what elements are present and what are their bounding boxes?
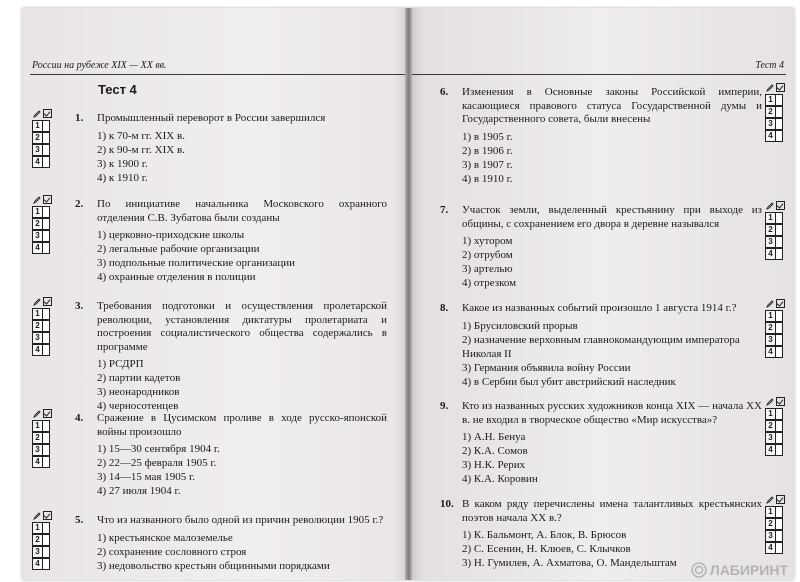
question-text: Что из названного было одной из причин революции 1905 г.? xyxy=(97,514,384,526)
checkbox-icon xyxy=(776,299,785,308)
answer-box xyxy=(765,298,785,358)
answer-option: 3) 14—15 мая 1905 г. xyxy=(97,471,196,483)
publisher-watermark xyxy=(691,562,788,578)
answer-option: 2) отрубом xyxy=(462,249,513,261)
answer-mark-box[interactable] xyxy=(43,132,50,144)
answer-mark-box[interactable] xyxy=(43,332,50,344)
answer-option: 3) Н.К. Рерих xyxy=(462,459,526,471)
answer-box xyxy=(765,396,785,456)
answer-cell[interactable] xyxy=(765,248,785,260)
answer-mark-box[interactable] xyxy=(43,308,50,320)
answer-mark-box[interactable] xyxy=(43,344,50,356)
answer-cell-number: 2 xyxy=(32,132,43,144)
answer-cell-number: 3 xyxy=(32,230,43,242)
answer-box-header xyxy=(32,510,52,521)
answer-cell[interactable] xyxy=(765,518,785,530)
answer-cell-number: 3 xyxy=(765,530,776,542)
answer-option: 3) Германия объявила войну России xyxy=(462,361,631,374)
answer-mark-box[interactable] xyxy=(43,546,50,558)
answer-option: 2) назначение верховным главнокомандующим императора Николая II xyxy=(462,333,740,360)
answer-mark-box[interactable] xyxy=(776,94,783,106)
answer-mark-box[interactable] xyxy=(776,212,783,224)
answer-option: 1) РСДРП xyxy=(97,358,144,370)
answer-option: 2) 22—25 февраля 1905 г. xyxy=(97,457,217,469)
answer-cell[interactable] xyxy=(32,546,52,558)
answer-cell-number: 4 xyxy=(32,242,43,254)
answer-mark-box[interactable] xyxy=(43,320,50,332)
answer-cell[interactable] xyxy=(765,106,785,118)
answer-cell-number: 4 xyxy=(32,156,43,168)
answer-option: 1) Брусиловский прорыв xyxy=(462,319,578,332)
answer-cell[interactable] xyxy=(765,224,785,236)
answer-box-header xyxy=(765,82,785,93)
answer-mark-box[interactable] xyxy=(43,230,50,242)
answer-cell-number: 2 xyxy=(765,106,776,118)
answer-cell[interactable] xyxy=(32,206,52,218)
answer-cell-number: 2 xyxy=(32,218,43,230)
answer-option: 4) 27 июля 1904 г. xyxy=(97,485,181,497)
answer-mark-box[interactable] xyxy=(776,346,783,358)
question-text: Какое из названных событий произошло 1 августа 1914 г.? xyxy=(462,302,737,314)
answer-option: 2) С. Есенин, Н. Клюев, С. Клычков xyxy=(462,543,631,555)
answer-cell-number: 1 xyxy=(765,506,776,518)
answer-cell-number: 1 xyxy=(765,212,776,224)
checkbox-icon xyxy=(776,397,785,406)
answer-cell[interactable] xyxy=(32,144,52,156)
answer-box-header xyxy=(765,396,785,407)
answer-mark-box[interactable] xyxy=(776,518,783,530)
answer-box xyxy=(32,296,52,356)
header-rule xyxy=(30,74,405,75)
answer-option: 4) к 1910 г. xyxy=(97,171,148,184)
answer-mark-box[interactable] xyxy=(776,130,783,142)
answer-cell[interactable] xyxy=(765,506,785,518)
answer-cell[interactable] xyxy=(765,236,785,248)
answer-option: 3) артелью xyxy=(462,263,513,275)
checkbox-icon xyxy=(43,195,52,204)
pencil-icon xyxy=(33,110,41,118)
answer-cell[interactable] xyxy=(32,218,52,230)
right-page xyxy=(412,8,794,580)
answer-option: 3) подпольные политические организации xyxy=(97,257,296,269)
answer-box xyxy=(765,200,785,260)
question-number: 9. xyxy=(440,400,449,412)
answer-option: 1) А.Н. Бенуа xyxy=(462,431,526,443)
answer-box-header xyxy=(32,296,52,307)
question-number: 4. xyxy=(75,412,84,424)
answer-cell-number: 3 xyxy=(765,432,776,444)
answer-option: 1) хутором xyxy=(462,235,513,247)
left-page xyxy=(22,8,405,580)
answer-option: 1) крестьянское малоземелье xyxy=(97,531,233,544)
answer-option: 3) в 1907 г. xyxy=(462,158,513,171)
question-number: 1. xyxy=(75,112,84,124)
answer-cell[interactable] xyxy=(765,212,785,224)
answer-mark-box[interactable] xyxy=(776,530,783,542)
pencil-icon xyxy=(33,512,41,520)
question-text: Сражение в Цусимском проливе в ходе русско-японской войны произошло xyxy=(97,412,387,438)
pencil-icon xyxy=(766,300,774,308)
checkbox-icon xyxy=(43,409,52,418)
answer-cell[interactable] xyxy=(765,444,785,456)
answer-mark-box[interactable] xyxy=(776,420,783,432)
checkbox-icon xyxy=(776,201,785,210)
answer-box xyxy=(32,194,52,254)
answer-cell-number: 4 xyxy=(765,542,776,554)
answer-cell[interactable] xyxy=(32,456,52,468)
checkbox-icon xyxy=(43,511,52,520)
pencil-icon xyxy=(766,496,774,504)
answer-cell-number: 4 xyxy=(765,130,776,142)
answer-cell-number: 1 xyxy=(32,206,43,218)
answer-box xyxy=(765,82,785,142)
answer-option: 1) к 70-м гг. XIX в. xyxy=(97,129,185,142)
answer-mark-box[interactable] xyxy=(43,218,50,230)
question-text: В каком ряду перечислены имена талантливых крестьянских поэтов начала XX в.? xyxy=(462,498,762,524)
answer-cell[interactable] xyxy=(32,432,52,444)
answer-cell-number: 1 xyxy=(765,408,776,420)
answer-option: 4) черносотенцев xyxy=(97,400,179,412)
question-text: Требования подготовки и осуществления пролетарской революции, установления диктатуры пролетариата и построения социалистического общества содержались в программе xyxy=(97,300,387,353)
answer-option: 3) к 1900 г. xyxy=(97,157,148,170)
answer-cell-number: 2 xyxy=(32,320,43,332)
answer-cell[interactable] xyxy=(32,242,52,254)
answer-cell[interactable] xyxy=(32,120,52,132)
answer-mark-box[interactable] xyxy=(776,236,783,248)
answer-box-header xyxy=(32,194,52,205)
answer-cell[interactable] xyxy=(32,156,52,168)
answer-mark-box[interactable] xyxy=(776,322,783,334)
book-spread xyxy=(22,8,794,580)
answer-box-header xyxy=(32,408,52,419)
answer-mark-box[interactable] xyxy=(43,242,50,254)
answer-cell[interactable] xyxy=(765,530,785,542)
answer-cell[interactable] xyxy=(32,444,52,456)
answer-box xyxy=(32,108,52,168)
answer-cell[interactable] xyxy=(32,230,52,242)
answer-cell[interactable] xyxy=(765,130,785,142)
answer-mark-box[interactable] xyxy=(43,432,50,444)
answer-cell[interactable] xyxy=(765,118,785,130)
answer-option: 2) К.А. Сомов xyxy=(462,445,528,457)
labyrinth-logo-icon xyxy=(691,562,707,578)
answer-cell[interactable] xyxy=(32,420,52,432)
answer-mark-box[interactable] xyxy=(776,432,783,444)
answer-option: 2) партии кадетов xyxy=(97,372,181,384)
answer-cell-number: 3 xyxy=(765,236,776,248)
answer-cell-number: 2 xyxy=(765,322,776,334)
answer-option: 2) легальные рабочие организации xyxy=(97,243,260,255)
answer-option: 4) в Сербии был убит австрийский наследник xyxy=(462,375,676,388)
answer-mark-box[interactable] xyxy=(776,106,783,118)
answer-cell[interactable] xyxy=(32,132,52,144)
question-number: 2. xyxy=(75,198,84,210)
answer-mark-box[interactable] xyxy=(776,408,783,420)
answer-option: 2) сохранение сословного строя xyxy=(97,545,247,558)
answer-cell-number: 3 xyxy=(765,118,776,130)
answer-cell-number: 2 xyxy=(765,420,776,432)
answer-option: 4) в 1910 г. xyxy=(462,172,513,185)
question-number: 7. xyxy=(440,204,449,216)
answer-mark-box[interactable] xyxy=(43,206,50,218)
checkbox-icon xyxy=(776,495,785,504)
answer-cell-number: 2 xyxy=(765,224,776,236)
answer-option: 3) Н. Гумилев, А. Ахматова, О. Мандельштам xyxy=(462,557,677,569)
pencil-icon xyxy=(33,196,41,204)
answer-cell-number: 4 xyxy=(765,346,776,358)
answer-cell-number: 4 xyxy=(32,558,43,570)
answer-cell[interactable] xyxy=(765,94,785,106)
answer-cell-number: 2 xyxy=(32,432,43,444)
answer-cell-number: 1 xyxy=(765,94,776,106)
answer-mark-box[interactable] xyxy=(776,334,783,346)
answer-cell[interactable] xyxy=(32,320,52,332)
answer-mark-box[interactable] xyxy=(43,456,50,468)
answer-option: 2) к 90-м гг. XIX в. xyxy=(97,143,185,156)
answer-cell-number: 1 xyxy=(32,120,43,132)
question-number: 6. xyxy=(440,86,449,98)
answer-cell-number: 4 xyxy=(765,444,776,456)
header-rule xyxy=(412,74,786,75)
question-text: Участок земли, выделенный крестьянину при выходе из общины, с сохранением его двора в деревне назывался xyxy=(462,204,762,230)
answer-mark-box[interactable] xyxy=(776,310,783,322)
answer-cell[interactable] xyxy=(765,322,785,334)
answer-cell-number: 2 xyxy=(765,518,776,530)
answer-cell[interactable] xyxy=(32,534,52,546)
answer-mark-box[interactable] xyxy=(43,144,50,156)
answer-cell-number: 1 xyxy=(32,308,43,320)
answer-mark-box[interactable] xyxy=(43,534,50,546)
answer-mark-box[interactable] xyxy=(776,506,783,518)
answer-cell-number: 4 xyxy=(765,248,776,260)
answer-cell-number: 3 xyxy=(765,334,776,346)
answer-option: 4) охранные отделения в полиции xyxy=(97,271,256,283)
answer-cell[interactable] xyxy=(32,332,52,344)
question-text: По инициативе начальника Московского охранного отделения С.В. Зубатова были созданы xyxy=(97,198,387,224)
answer-box xyxy=(765,494,785,554)
running-head: России на рубеже XIX — XX вв. xyxy=(32,60,167,71)
answer-option: 3) недовольство крестьян общинными порядками xyxy=(97,559,330,572)
book-gutter xyxy=(405,8,412,580)
answer-cell[interactable] xyxy=(32,522,52,534)
checkbox-icon xyxy=(43,109,52,118)
answer-cell[interactable] xyxy=(765,432,785,444)
answer-cell-number: 3 xyxy=(32,546,43,558)
answer-mark-box[interactable] xyxy=(776,118,783,130)
answer-option: 1) К. Бальмонт, А. Блок, В. Брюсов xyxy=(462,529,627,541)
answer-cell-number: 3 xyxy=(32,144,43,156)
question-number: 3. xyxy=(75,300,84,312)
checkbox-icon xyxy=(776,83,785,92)
answer-mark-box[interactable] xyxy=(43,444,50,456)
answer-option: 2) в 1906 г. xyxy=(462,144,513,157)
answer-mark-box[interactable] xyxy=(776,542,783,554)
pencil-icon xyxy=(766,398,774,406)
answer-mark-box[interactable] xyxy=(43,156,50,168)
answer-cell[interactable] xyxy=(32,344,52,356)
answer-cell-number: 4 xyxy=(32,344,43,356)
answer-option: 4) отрезком xyxy=(462,277,517,289)
answer-mark-box[interactable] xyxy=(43,420,50,432)
question-text: Кто из названных русских художников конца XIX — начала XX в. не входил в творческое общество «Мир искусства»? xyxy=(462,400,762,426)
answer-option: 1) церковно-приходские школы xyxy=(97,229,245,241)
answer-cell-number: 1 xyxy=(32,522,43,534)
answer-box xyxy=(32,408,52,468)
running-head: Тест 4 xyxy=(755,60,784,71)
answer-box-header xyxy=(765,298,785,309)
answer-cell-number: 3 xyxy=(32,332,43,344)
answer-option: 1) 15—30 сентября 1904 г. xyxy=(97,443,220,455)
watermark-text: ЛАБИРИНТ xyxy=(709,562,788,578)
question-number: 8. xyxy=(440,302,449,314)
question-text: Изменения в Основные законы Российской империи, касающиеся правового статуса Государственной думы и Государственного совета, были внесены xyxy=(462,86,762,125)
answer-cell[interactable] xyxy=(765,334,785,346)
answer-cell-number: 2 xyxy=(32,534,43,546)
answer-mark-box[interactable] xyxy=(776,444,783,456)
question-text: Промышленный переворот в России завершился xyxy=(97,112,326,124)
answer-cell[interactable] xyxy=(765,408,785,420)
answer-box-header xyxy=(765,200,785,211)
answer-option: 4) К.А. Коровин xyxy=(462,473,538,485)
answer-mark-box[interactable] xyxy=(43,558,50,570)
answer-cell-number: 3 xyxy=(32,444,43,456)
pencil-icon xyxy=(766,202,774,210)
pencil-icon xyxy=(766,84,774,92)
answer-cell[interactable] xyxy=(765,310,785,322)
answer-option: 1) в 1905 г. xyxy=(462,130,513,143)
answer-mark-box[interactable] xyxy=(776,248,783,260)
answer-cell[interactable] xyxy=(765,346,785,358)
answer-box-header xyxy=(765,494,785,505)
answer-option: 3) неонародников xyxy=(97,386,180,398)
answer-mark-box[interactable] xyxy=(776,224,783,236)
answer-mark-box[interactable] xyxy=(43,522,50,534)
answer-cell[interactable] xyxy=(32,308,52,320)
answer-cell-number: 4 xyxy=(32,456,43,468)
answer-mark-box[interactable] xyxy=(43,120,50,132)
pencil-icon xyxy=(33,298,41,306)
question-number: 5. xyxy=(75,514,84,526)
answer-box xyxy=(32,510,52,570)
pencil-icon xyxy=(33,410,41,418)
question-number: 10. xyxy=(440,498,454,510)
answer-cell[interactable] xyxy=(765,542,785,554)
answer-cell-number: 1 xyxy=(765,310,776,322)
checkbox-icon xyxy=(43,297,52,306)
answer-cell-number: 1 xyxy=(32,420,43,432)
test-title: Тест 4 xyxy=(98,82,137,97)
answer-cell[interactable] xyxy=(32,558,52,570)
answer-box-header xyxy=(32,108,52,119)
answer-cell[interactable] xyxy=(765,420,785,432)
